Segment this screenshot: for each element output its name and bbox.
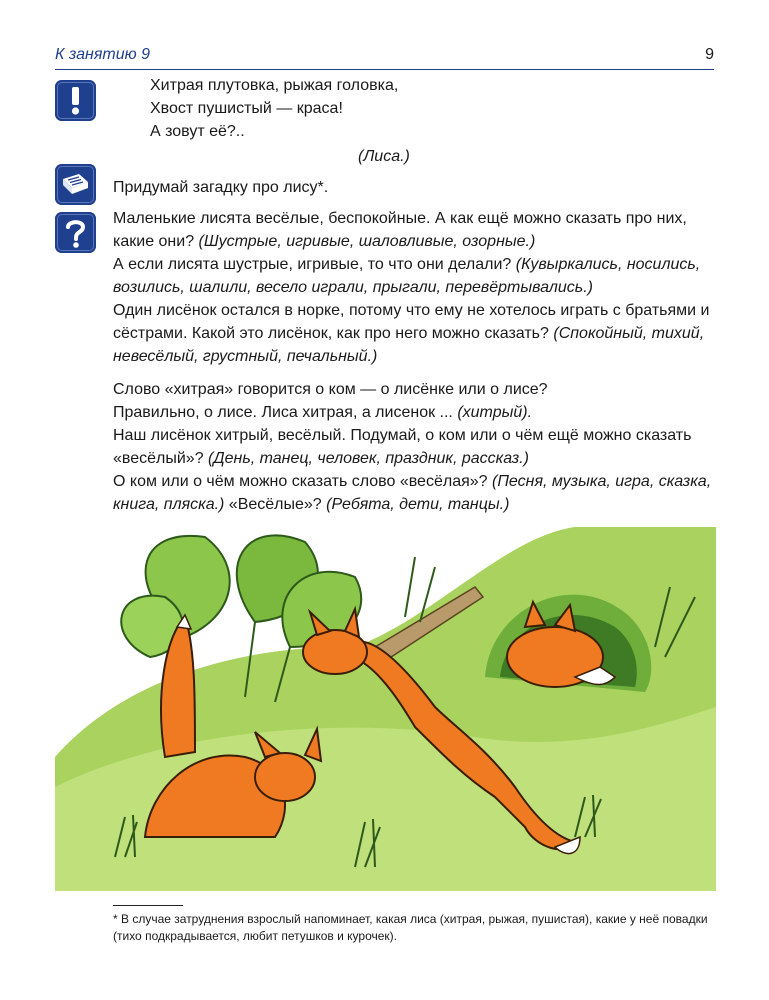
word-text: Наш лисёнок хитрый, весёлый. Подумай, о ком или о чём ещё можно сказать «весёлый»? bbox=[113, 427, 692, 467]
question-icon bbox=[55, 212, 96, 253]
task-text: Придумай загадку про лису*. bbox=[113, 179, 329, 196]
riddle-answer: (Лиса.) bbox=[358, 148, 410, 165]
answer-text: (Песня, музыка, игра, сказка, книга, пляска.) bbox=[113, 473, 712, 513]
words-block bbox=[113, 378, 714, 516]
question-paragraph bbox=[113, 253, 714, 299]
word-line bbox=[113, 401, 714, 424]
answer-text: (Кувыркались, носились, возились, шалили, весело играли, прыгали, перевёртывались.) bbox=[113, 256, 701, 296]
question-paragraph bbox=[113, 299, 714, 368]
answer-text: (День, танец, человек, праздник, рассказ.) bbox=[208, 450, 529, 467]
answer-text: (Спокойный, тихий, невесёлый, грустный, печальный.) bbox=[113, 325, 705, 365]
riddle-line: Хитрая плутовка, рыжая головка, bbox=[150, 77, 399, 94]
exclamation-icon bbox=[55, 80, 96, 121]
riddle-poem bbox=[150, 74, 714, 143]
question-text: Один лисёнок остался в норке, потому что ему не хотелось играть с братьями и сёстрами. Какой это лисёнок, как про него можно сказать? bbox=[113, 302, 710, 342]
foxes-scene bbox=[55, 527, 716, 891]
footnote: * В случае затруднения взрослый напоминает, какая лиса (хитрая, рыжая, пушистая), какие у неё повадки (тихо подкрадывается, любит петушков и курочек). bbox=[113, 912, 708, 943]
riddle-line: Хвост пушистый — краса! bbox=[150, 100, 343, 117]
book-icon bbox=[55, 164, 96, 205]
footnote-divider bbox=[113, 905, 183, 906]
page-number: 9 bbox=[705, 46, 714, 63]
header-divider bbox=[55, 69, 714, 70]
word-text: Правильно, о лисе. Лиса хитрая, а лисенок ... bbox=[113, 404, 458, 421]
question-text: Маленькие лисята весёлые, беспокойные. А как ещё можно сказать про них, какие они? bbox=[113, 210, 687, 250]
riddle-line: А зовут её?.. bbox=[150, 123, 245, 140]
questions-block bbox=[113, 207, 714, 368]
question-paragraph bbox=[113, 207, 714, 253]
answer-text: (хитрый). bbox=[457, 404, 533, 421]
word-text: О ком или о чём можно сказать слово «весёлая»? bbox=[113, 473, 492, 490]
word-line bbox=[113, 470, 714, 516]
chapter-title: К занятию 9 bbox=[55, 46, 150, 63]
question-text: А если лисята шустрые, игривые, то что они делали? bbox=[113, 256, 516, 273]
foxes-illustration bbox=[55, 527, 716, 891]
answer-text: (Ребята, дети, танцы.) bbox=[326, 496, 510, 513]
word-line: Слово «хитрая» говорится о ком — о лисёнке или о лисе? bbox=[113, 381, 548, 398]
word-text: «Весёлые»? bbox=[224, 496, 327, 513]
answer-text: (Шустрые, игривые, шаловливые, озорные.) bbox=[198, 233, 536, 250]
word-line bbox=[113, 424, 714, 470]
